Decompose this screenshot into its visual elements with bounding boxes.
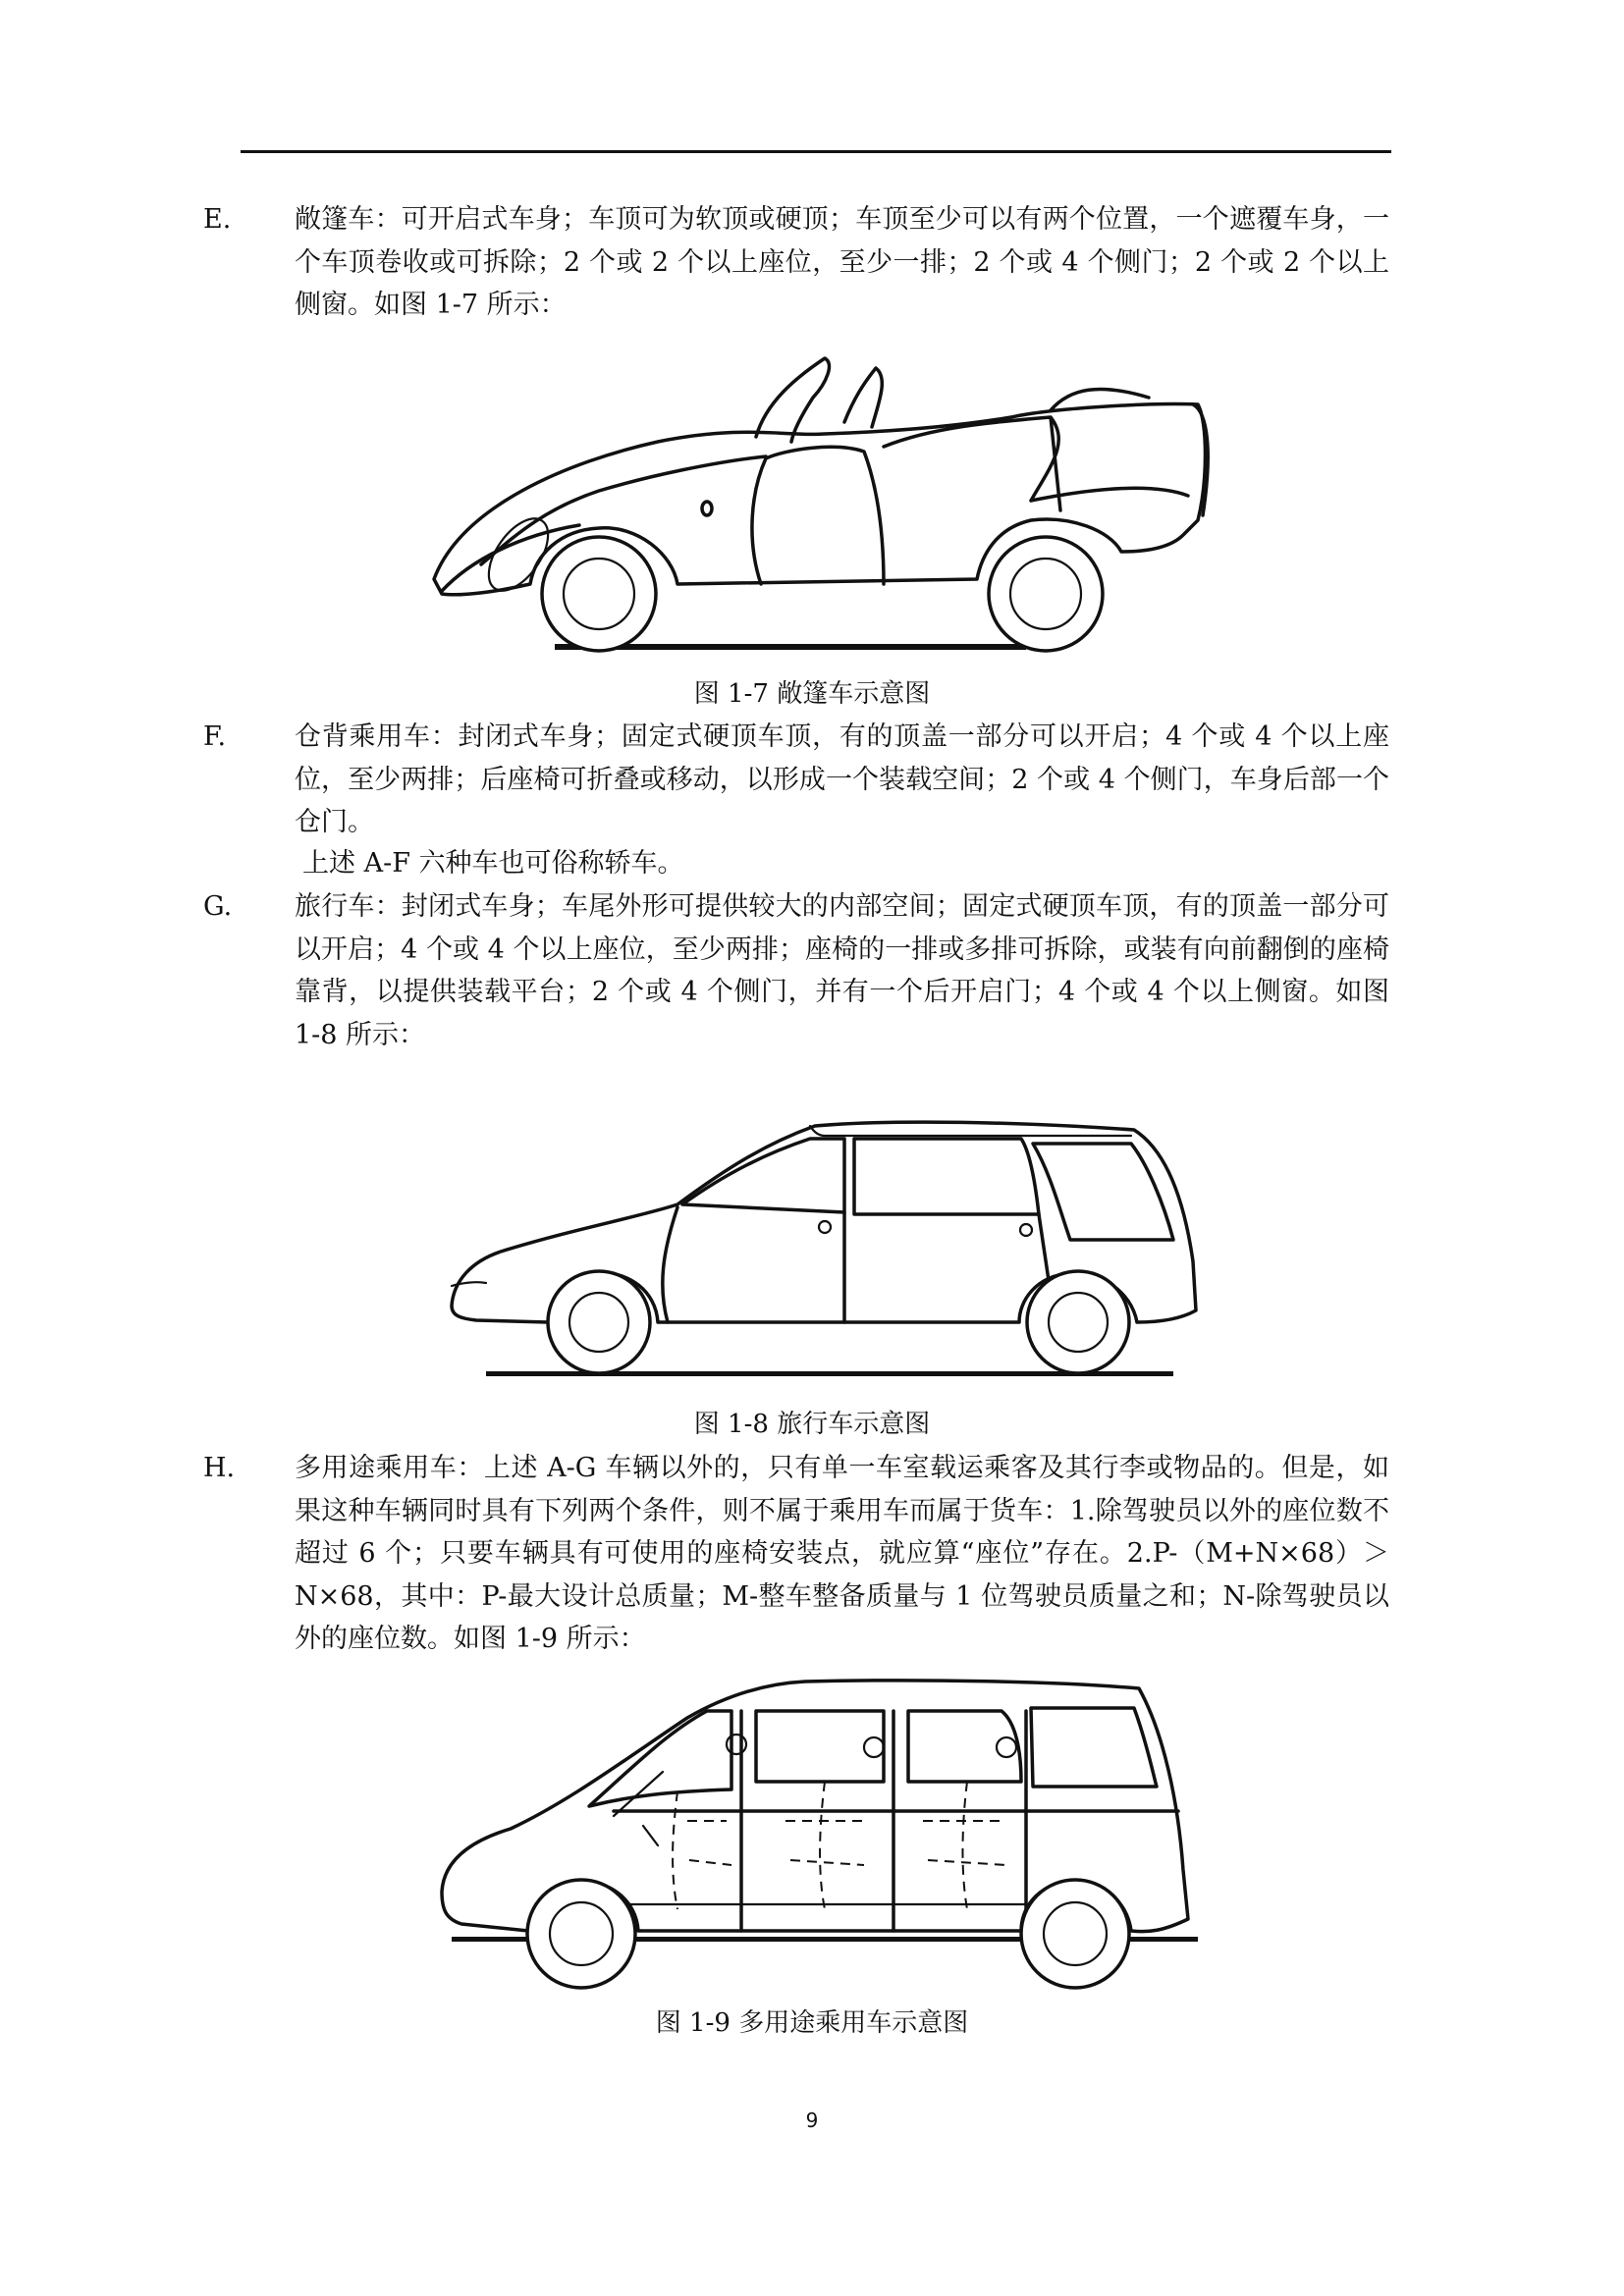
seat-frame [844,368,882,427]
rear-door-handle [1020,1224,1032,1236]
front-door [752,447,884,584]
rear-window [908,1711,1021,1782]
figure-1-8-caption: 图 1-8 旅行车示意图 [693,1410,931,1439]
door-handle [702,502,712,515]
figure-station-wagon [432,1114,1218,1389]
section-e [203,198,1389,327]
convertible-drawing [422,344,1227,658]
figure-1-9-caption: 图 1-9 多用途乘用车示意图 [655,2008,969,2038]
rear-wheel [1021,1880,1129,1988]
rear-wheel [1027,1271,1129,1373]
figure-mpv [432,1674,1218,2007]
headrest-2 [864,1737,884,1757]
page-number: 9 [805,2109,819,2132]
section-e-text: 敞篷车：可开启式车身；车顶可为软顶或硬顶；车顶至少可以有两个位置，一个遮覆车身，一个车顶卷收或可拆除；2 个或 2 个以上座位，至少一排；2 个或 4 个侧门；2 个或 2 个以上侧窗。如图 1-7 所示： [295,204,1389,320]
seat-row-1 [673,1791,731,1909]
figure-convertible [422,344,1227,658]
front-door-handle [819,1221,831,1233]
figure-1-7-caption: 图 1-7 敞篷车示意图 [693,679,931,709]
rear-quarter-window [1033,1144,1173,1240]
section-g-label: G. [203,891,233,922]
front-wheel [542,537,656,651]
summary-line: 上述 A-F 六种车也可俗称轿车。 [302,848,684,879]
rear-panel [884,417,1188,510]
quarter-window [1031,1708,1157,1787]
section-h [203,1447,1389,1661]
headrest-3 [997,1737,1016,1757]
steering-wheel [614,1772,663,1845]
station-wagon-drawing [432,1114,1218,1389]
rear-door-window [854,1139,1039,1214]
section-f [203,716,1389,844]
header-rule [241,150,1391,153]
windshield [589,1711,731,1806]
front-wheel [527,1880,635,1988]
rear-wheel [989,537,1103,651]
section-g [203,885,1389,1056]
front-wheel [548,1271,650,1373]
front-door [663,1207,844,1322]
section-h-label: H. [203,1453,236,1483]
section-f-label: F. [203,721,227,752]
headrest-1 [727,1735,746,1754]
section-g-text: 旅行车：封闭式车身；车尾外形可提供较大的内部空间；固定式硬顶车顶，有的顶盖一部分可以开启；4 个或 4 个以上座位，至少两排；座椅的一排或多排可拆除，或装有向前翻倒的座椅靠背，以提供装载平台；2 个或 4 个侧门，并有一个后开启门；4 个或 4 个以上侧窗。如图 1-8 所示： [295,891,1389,1050]
windshield [756,358,829,442]
section-f-text: 仓背乘用车：封闭式车身；固定式硬顶车顶，有的顶盖一部分可以开启；4 个或 4 个以上座位，至少两排；后座椅可折叠或移动，以形成一个装载空间；2 个或 4 个侧门，车身后部一个仓门。 [295,721,1389,837]
seat-row-2 [785,1782,864,1909]
mpv-drawing [432,1674,1218,2007]
section-h-text: 多用途乘用车：上述 A-G 车辆以外的，只有单一车室载运乘客及其行李或物品的。但是，如果这种车辆同时具有下列两个条件，则不属于乘用车而属于货车：1.除驾驶员以外的座位数不超过 6 个；只要车辆具有可使用的座椅安装点，就应算“座位”存在。2.P-（M+N×68）＞N×68，其中：P-最大设计总质量；M-整车整备质量与 1 位驾驶员质量之和；N-除驾驶员以外的座位数。如图 1-9 所示： [295,1453,1389,1654]
section-e-label: E. [203,204,232,235]
seat-row-3 [923,1782,1006,1909]
